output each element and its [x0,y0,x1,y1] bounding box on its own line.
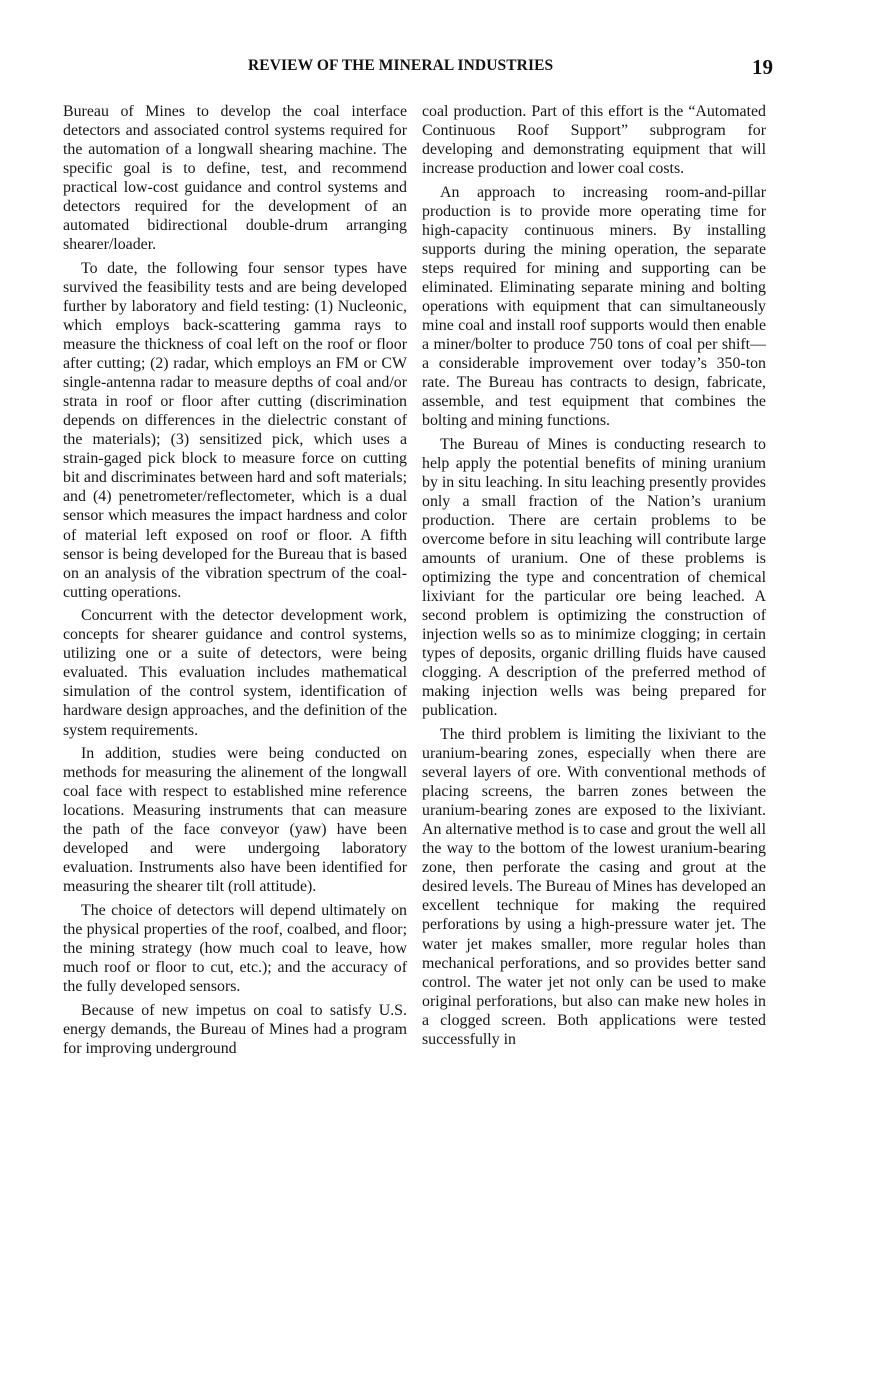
paragraph: The choice of detectors will depend ultimately on the physical properties of the roof, coalbed, and floor; the mining strategy (how much coal to leave, how much roof or floor to cut, etc.); and the accuracy of the fully developed sensors. [63,901,407,996]
paragraph: The third problem is limiting the lixiviant to the uranium-bearing zones, especially when there are several layers of ore. With conventional methods of placing screens, the barren zones between the uranium-bearing zones are exposed to the lixiviant. An alternative method is to case and grout the well all the way to the bottom of the lowest uranium-bearing zone, then perforate the casing and grout at the desired levels. The Bureau of Mines has developed an excellent technique for making the required perforations by using a high-pressure water jet. The water jet makes smaller, more regular holes than mechanical perforations, and so provides better sand control. The water jet not only can be used to make original perforations, but also can make new holes in a clogged screen. Both applications were tested successfully in [422,726,766,1048]
left-text-column [63,102,407,1062]
paragraph: Bureau of Mines to develop the coal interface detectors and associated control systems required for the automation of a longwall shearing machine. The specific goal is to define, test, and recommend practical low-cost guidance and control systems and detectors required for the development of an automated bidirectional double-drum arranging shearer/loader. [63,103,407,254]
paragraph: To date, the following four sensor types have survived the feasibility tests and are being developed further by laboratory and field testing: (1) Nucleonic, which employs back-scattering gamma rays to measure the thickness of coal left on the roof or floor after cutting; (2) radar, which employs an FM or CW single-antenna radar to measure depths of coal and/or strata in roof or floor after cutting (discrimination depends on differences in the dielectric constant of the materials); (3) sensitized pick, which uses a strain-gaged pick block to measure force on cutting bit and discriminates between hard and soft materials; and (4) penetrometer/reflectometer, which is a dual sensor which measures the impact hardness and color of material left exposed on roof or floor. A fifth sensor is being developed for the Bureau that is based on an analysis of the vibration spectrum of the coal-cutting operations. [63,259,407,601]
paragraph: An approach to increasing room-and-pillar production is to provide more operating time for high-capacity continuous miners. By installing supports during the mining operation, the separate steps required for mining and supporting can be eliminated. Eliminating separate mining and bolting operations with equipment that can simultaneously mine coal and install roof supports would then enable a miner/bolter to produce 750 tons of coal per shift—a considerable improvement over today’s 350-ton rate. The Bureau has contracts to design, fabricate, assemble, and test equipment that combines the bolting and mining functions. [422,183,766,430]
paragraph: Because of new impetus on coal to satisfy U.S. energy demands, the Bureau of Mines had a program for improving underground [63,1001,407,1057]
right-text-column [422,102,766,1053]
paragraph: Concurrent with the detector development work, concepts for shearer guidance and control systems, utilizing one or a suite of detectors, were being evaluated. This evaluation includes mathematical simulation of the control system, identification of hardware design approaches, and the definition of the system requirements. [63,607,407,739]
running-header-title: REVIEW OF THE MINERAL INDUSTRIES [248,57,554,74]
page-number: 19 [752,55,773,79]
paragraph: coal production. Part of this effort is the “Automated Continuous Roof Support” subprogram for developing and demonstrating equipment that will increase production and lower coal costs. [422,103,766,178]
paragraph: In addition, studies were being conducted on methods for measuring the alinement of the longwall coal face with respect to established mine reference locations. Measuring instruments that can measure the path of the face conveyor (yaw) have been developed and were undergoing laboratory evaluation. Instruments also have been identified for measuring the shearer tilt (roll attitude). [63,745,407,896]
paragraph: The Bureau of Mines is conducting research to help apply the potential benefits of mining uranium by in situ leaching. In situ leaching presently provides only a small fraction of the Nation’s uranium production. There are certain problems to be overcome before in situ leaching will contribute large amounts of uranium. One of these problems is optimizing the type and concentration of chemical lixiviant for the particular ore being leached. A second problem is optimizing the construction of injection wells so as to minimize clogging; in certain types of deposits, organic drilling fluids have caused clogging. A description of the preferred method of making injection wells was being prepared for publication. [422,435,766,720]
